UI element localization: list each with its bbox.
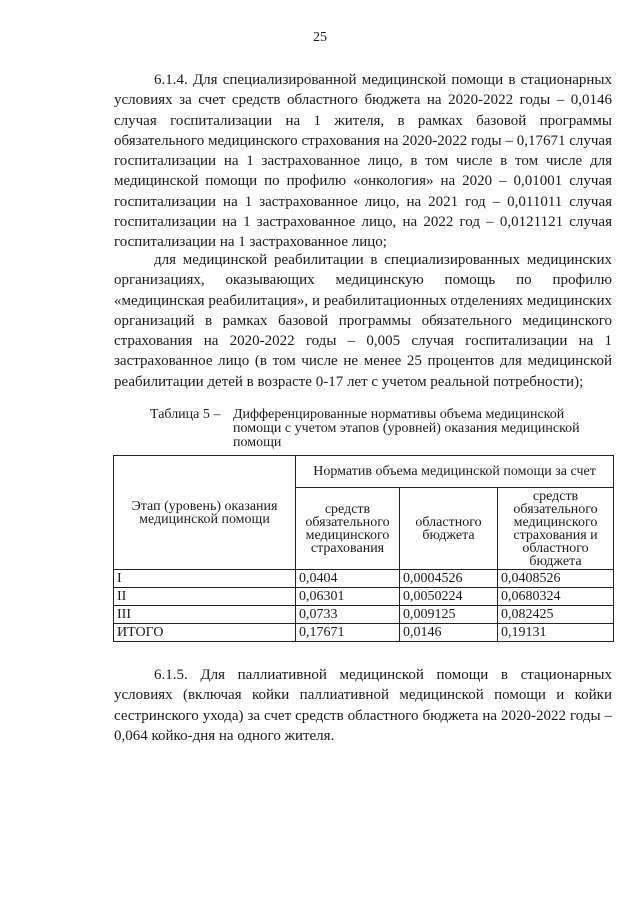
cell-budget: 0,009125 [400, 606, 498, 624]
cell-both: 0,0680324 [498, 588, 614, 606]
header-norm: Норматив объема медицинской помощи за счет [296, 456, 614, 488]
cell-both: 0,082425 [498, 606, 614, 624]
cell-oms: 0,0404 [296, 570, 400, 588]
table-caption-label: Таблица 5 – [150, 407, 221, 422]
norms-table [113, 455, 614, 642]
cell-oms: 0,0733 [296, 606, 400, 624]
cell-stage: III [114, 606, 296, 624]
cell-both: 0,19131 [498, 624, 614, 642]
paragraph-rehabilitation: для медицинской реабилитации в специализированных медицинских организациях, оказывающих медицинскую помощь по профилю «медицинская реабилитация», и реабилитационных отделениях медицинских организаций в рамках базовой программы обязательного медицинского страхования на 2020-2022 годы – 0,005 случая госпитализации на 1 застрахованное лицо (в том числе не менее 25 процентов для медицинской реабилитации детей в возрасте 0-17 лет с учетом реальной потребности); [114, 252, 612, 390]
table-row [114, 606, 614, 624]
table-row [114, 570, 614, 588]
table-caption-text: Дифференцированные нормативы объема медицинской помощи с учетом этапов (уровней) оказания медицинской помощи [233, 407, 580, 450]
header-budget: областного бюджета [400, 488, 498, 570]
table-row [114, 588, 614, 606]
cell-stage: ИТОГО [114, 624, 296, 642]
cell-budget: 0,0050224 [400, 588, 498, 606]
table-row [114, 624, 614, 642]
paragraph-6-1-4: 6.1.4. Для специализированной медицинской помощи в стационарных условиях за счет средств областного бюджета на 2020-2022 годы – 0,0146 случая госпитализации на 1 жителя, в рамках базовой программы обязательного медицинского страхования на 2020-2022 годы – 0,17671 случая госпитализации на 1 застрахованное лицо, в том числе в том числе для медицинской помощи по профилю «онкология» на 2020 – 0,01001 случая госпитализации на 1 застрахованное лицо, на 2021 год – 0,011011 случая госпитализации на 1 застрахованное лицо, на 2022 год – 0,0121121 случая госпитализации на 1 застрахованное лицо; [114, 72, 612, 251]
cell-budget: 0,0004526 [400, 570, 498, 588]
header-oms: средств обязательного медицинского страхования [296, 488, 400, 570]
cell-oms: 0,06301 [296, 588, 400, 606]
cell-stage: I [114, 570, 296, 588]
cell-budget: 0,0146 [400, 624, 498, 642]
header-both: средств обязательного медицинского страхования и областного бюджета [498, 488, 614, 570]
cell-oms: 0,17671 [296, 624, 400, 642]
header-stage: Этап (уровень) оказания медицинской помощи [114, 456, 296, 570]
page-number: 25 [313, 30, 327, 45]
cell-stage: II [114, 588, 296, 606]
cell-both: 0,0408526 [498, 570, 614, 588]
paragraph-6-1-5: 6.1.5. Для паллиативной медицинской помощи в стационарных условиях (включая койки паллиативной медицинской помощи и койки сестринского ухода) за счет средств областного бюджета на 2020-2022 годы – 0,064 койко-дня на одного жителя. [114, 667, 612, 744]
